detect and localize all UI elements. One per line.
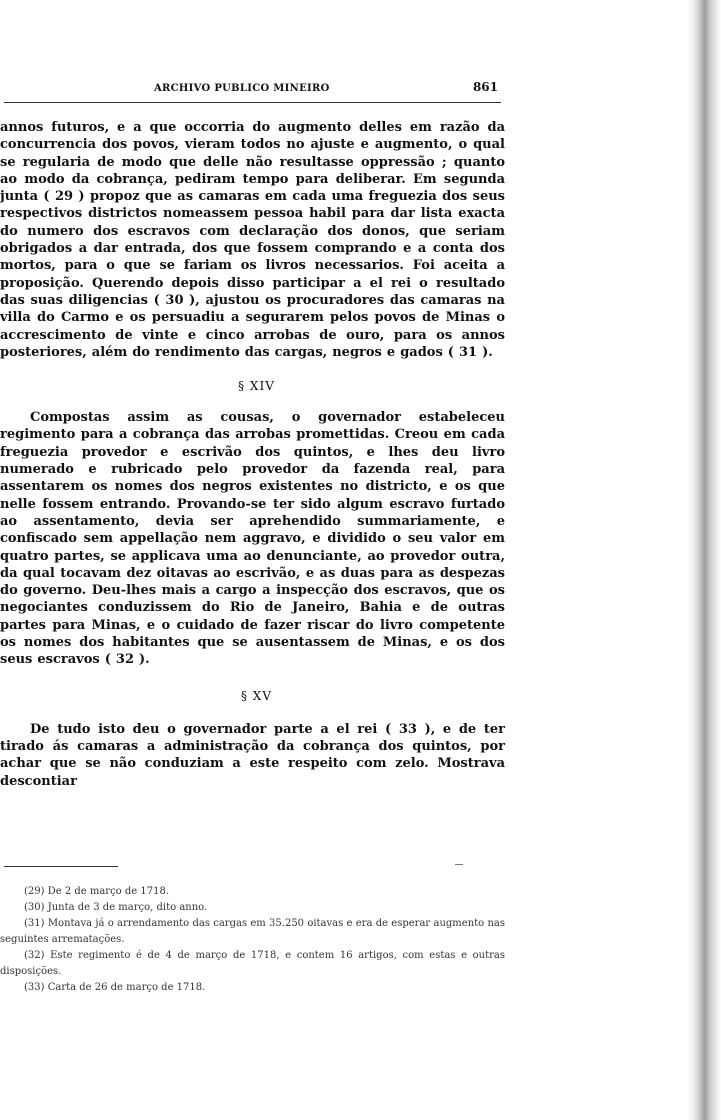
footnote-rule xyxy=(4,866,118,867)
footnote-29: (29) De 2 de março de 1718. xyxy=(24,886,170,897)
paragraph-section-xiv: Compostas assim as cousas, o governador estabeleceu regimento para a cobrança das arrobas promettidas. Creou em cada freguezia provedor e escrivão dos quintos, e lhes deu livro numerado e rubricado pelo provedor da fazenda real, para assentarem os nomes dos negros existentes no districto, e os que nelle fossem entrando. Provando-se ter sido algum escravo furtado ao assentamento, devia ser aprehendido summariamente, e confiscado sem appellação nem aggravo, e dividido o seu valor em quatro partes, se applicava uma ao denunciante, ao provedor outra, da qual tocavam dez oitavas ao escrivão, e as duas para as despezas do governo. Deu-lhes mais a cargo a inspecção dos escravos, que os negociantes conduzissem do Rio de Janeiro, Bahia e de outras partes para Minas, e o cuidado de fazer riscar do livro competente os nomes dos habitantes que se ausentassem de Minas, e os dos seus escravos ( 32 ). xyxy=(0,410,505,668)
footnote-30: (30) Junta de 3 de março, dito anno. xyxy=(24,902,208,913)
page-header xyxy=(4,80,504,102)
header-rule xyxy=(4,102,501,103)
paragraph-continued: annos futuros, e a que occorria do augmento delles em razão da concurrencia dos povos, vieram todos no ajuste e augmento, o qual se regularia de modo que delle não resultasse oppressão ; quanto ao modo da cobrança, pediram tempo para deliberar. Em segunda junta ( 29 ) propoz que as camaras em cada uma freguezia dos seus respectivos districtos nomeassem pessoa habil para dar lista exacta do numero dos escravos com declaração dos donos, que seriam obrigados a dar entrada, dos que fossem comprando e a conta dos mortos, para o que se fariam os livros necessarios. Foi aceita a proposição. Querendo depois disso participar a el rei o resultado das suas diligencias ( 30 ), ajustou os procuradores das camaras na villa do Carmo e os persuadiu a segurarem pelos povos de Minas o accrescimento de vinte e cinco arrobas de ouro, para os annos posteriores, além do rendimento das cargas, negros e gados ( 31 ). xyxy=(0,120,505,360)
footnotes xyxy=(0,884,505,996)
footnote-31: (31) Montava já o arrendamento das cargas em 35.250 oitavas e era de esperar augmento nas seguintes arrematações. xyxy=(0,918,505,945)
footnote-33: (33) Carta de 26 de março de 1718. xyxy=(24,982,206,993)
main-text xyxy=(0,119,505,790)
page-number: 861 xyxy=(472,80,498,94)
section-heading-xiv: § XIV xyxy=(238,379,275,394)
footnote-32: (32) Este regimento é de 4 de março de 1718, e contem 16 artigos, com estas e outras disposições. xyxy=(0,950,505,977)
page-binding-edge xyxy=(687,0,721,1120)
section-heading-xv: § XV xyxy=(240,688,273,703)
paragraph-section-xv: De tudo isto deu o governador parte a el rei ( 33 ), e de ter tirado ás camaras a administração da cobrança dos quintos, por achar que se não conduziam a este respeito com zelo. Mostrava descontiar xyxy=(0,721,505,789)
running-head: ARCHIVO PUBLICO MINEIRO xyxy=(154,83,330,94)
footnote-dash xyxy=(455,864,463,865)
